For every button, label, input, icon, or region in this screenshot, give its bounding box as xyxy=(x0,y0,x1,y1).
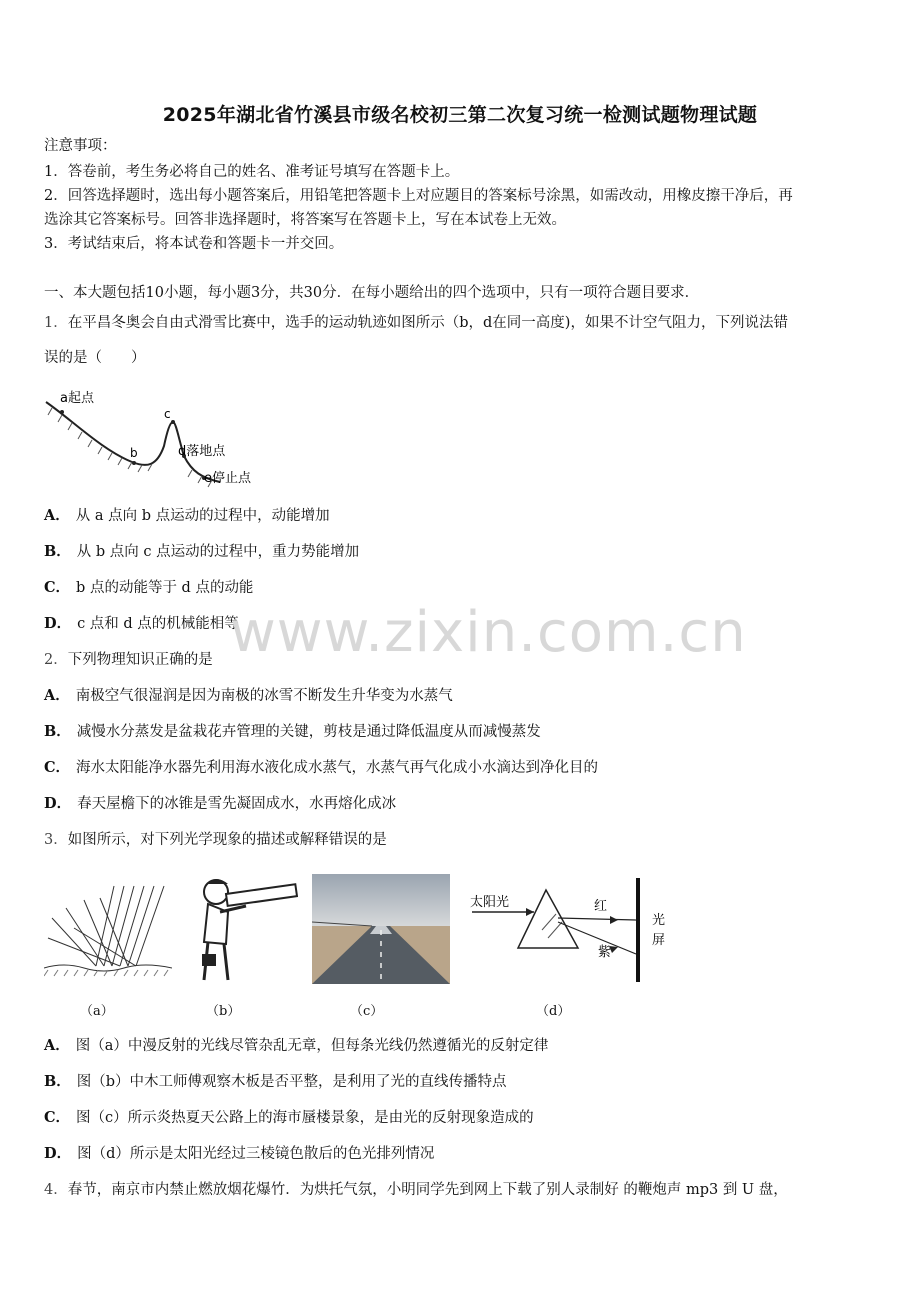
q3-option-d[interactable] xyxy=(44,1144,434,1164)
option-text: 从 b 点向 c 点运动的过程中，重力势能增加 xyxy=(76,544,360,560)
option-label: A． xyxy=(44,507,70,524)
option-label: C． xyxy=(44,579,71,596)
label-a: a起点 xyxy=(60,391,94,406)
purple-label: 紫 xyxy=(598,945,612,960)
carpenter-figure xyxy=(186,872,298,984)
diffuse-reflection-figure xyxy=(44,878,172,978)
option-text: 海水太阳能净水器先利用海水液化成水蒸气，水蒸气再气化成小水滴达到净化目的 xyxy=(76,760,599,776)
watermark: www.zixin.com.cn xyxy=(230,600,747,665)
caption-b: （b） xyxy=(206,1004,241,1019)
question-text: 春节，南京市内禁止燃放烟花爆竹．为烘托气氛，小明同学先到网上下载了别人录制好 的鞭炮声 mp3 到 U 盘， xyxy=(67,1182,788,1198)
label-d: d落地点 xyxy=(178,444,226,459)
option-text: 图（b）中木工师傅观察木板是否平整，是利用了光的直线传播特点 xyxy=(76,1074,507,1090)
question-2 xyxy=(44,650,213,670)
question-1 xyxy=(44,313,788,333)
section-heading: 一、本大题包括10小题，每小题3分，共30分．在每小题给出的四个选项中，只有一项符合题目要求． xyxy=(44,285,700,301)
q2-option-d[interactable] xyxy=(44,794,396,814)
question-number: 1． xyxy=(44,315,68,331)
q2-option-a[interactable] xyxy=(44,686,453,706)
caption-c: （c） xyxy=(350,1004,384,1019)
q2-option-c[interactable] xyxy=(44,758,598,778)
option-text: 图（a）中漫反射的光线尽管杂乱无章，但每条光线仍然遵循光的反射定律 xyxy=(75,1038,549,1054)
q1-option-b[interactable] xyxy=(44,542,359,562)
ski-trajectory-figure xyxy=(42,380,264,490)
option-label: C． xyxy=(44,759,71,776)
option-label: B． xyxy=(44,723,71,740)
q1-option-d[interactable] xyxy=(44,614,239,634)
question-text: 在平昌冬奥会自由式滑雪比赛中，选手的运动轨迹如图所示（b，d在同一高度)，如果不计空气阻力，下列说法错 xyxy=(67,315,788,331)
option-label: B． xyxy=(44,543,71,560)
screen-label-2: 屏 xyxy=(652,933,666,948)
option-text: 从 a 点向 b 点运动的过程中，动能增加 xyxy=(75,508,330,524)
prism-dispersion-figure xyxy=(468,876,678,986)
screen-label-1: 光 xyxy=(652,913,666,928)
notice-item-2: 2．回答选择题时，选出每小题答案后，用铅笔把答题卡上对应题目的答案标号涂黑，如需改动，用橡皮擦干净后，再 xyxy=(44,188,793,204)
label-b: b xyxy=(130,446,138,460)
option-text: 春天屋檐下的冰锥是雪先凝固成水，水再熔化成冰 xyxy=(77,796,397,812)
label-e: e停止点 xyxy=(204,471,251,486)
option-text: c 点和 d 点的机械能相等 xyxy=(77,616,239,632)
option-text: 图（d）所示是太阳光经过三棱镜色散后的色光排列情况 xyxy=(77,1146,435,1162)
page-title: 2025年湖北省竹溪县市级名校初三第二次复习统一检测试题物理试题 xyxy=(162,104,758,126)
question-number: 2． xyxy=(44,652,68,668)
option-text: 减慢水分蒸发是盆栽花卉管理的关键，剪枝是通过降低温度从而减慢蒸发 xyxy=(76,724,541,740)
option-text: 南极空气很湿润是因为南极的冰雪不断发生升华变为水蒸气 xyxy=(75,688,453,704)
question-3 xyxy=(44,830,387,850)
notice-item-2-cont: 选涂其它答案标号。回答非选择题时，将答案写在答题卡上，写在本试卷上无效。 xyxy=(44,212,566,228)
q2-option-b[interactable] xyxy=(44,722,541,742)
notice-item-1: 1．答卷前，考生务必将自己的姓名、准考证号填写在答题卡上。 xyxy=(44,164,460,180)
caption-d: （d） xyxy=(536,1004,571,1019)
question-number: 3． xyxy=(44,832,68,848)
option-label: D． xyxy=(44,795,72,812)
q1-option-a[interactable] xyxy=(44,506,330,526)
option-label: D． xyxy=(44,1145,72,1162)
caption-a: （a） xyxy=(80,1004,114,1019)
q3-option-b[interactable] xyxy=(44,1072,507,1092)
red-label: 红 xyxy=(594,899,608,914)
label-c: c xyxy=(164,407,171,421)
q1-option-c[interactable] xyxy=(44,578,253,598)
question-number: 4． xyxy=(44,1182,68,1198)
option-label: A． xyxy=(44,1037,70,1054)
question-text: 下列物理知识正确的是 xyxy=(67,652,213,668)
option-label: B． xyxy=(44,1073,71,1090)
option-label: D． xyxy=(44,615,72,632)
q3-option-c[interactable] xyxy=(44,1108,534,1128)
notice-heading: 注意事项： xyxy=(44,138,117,154)
road-mirage-photo xyxy=(312,874,450,984)
question-text: 如图所示，对下列光学现象的描述或解释错误的是 xyxy=(67,832,387,848)
notice-item-3: 3．考试结束后，将本试卷和答题卡一并交回。 xyxy=(44,236,344,252)
option-text: 图（c）所示炎热夏天公路上的海市蜃楼景象，是由光的反射现象造成的 xyxy=(76,1110,534,1126)
question-4 xyxy=(44,1180,788,1200)
q3-option-a[interactable] xyxy=(44,1036,548,1056)
option-text: b 点的动能等于 d 点的动能 xyxy=(76,580,254,596)
sunlight-label: 太阳光 xyxy=(470,895,510,910)
option-label: C． xyxy=(44,1109,71,1126)
question-1-cont: 误的是（ ） xyxy=(44,350,146,366)
option-label: A． xyxy=(44,687,70,704)
